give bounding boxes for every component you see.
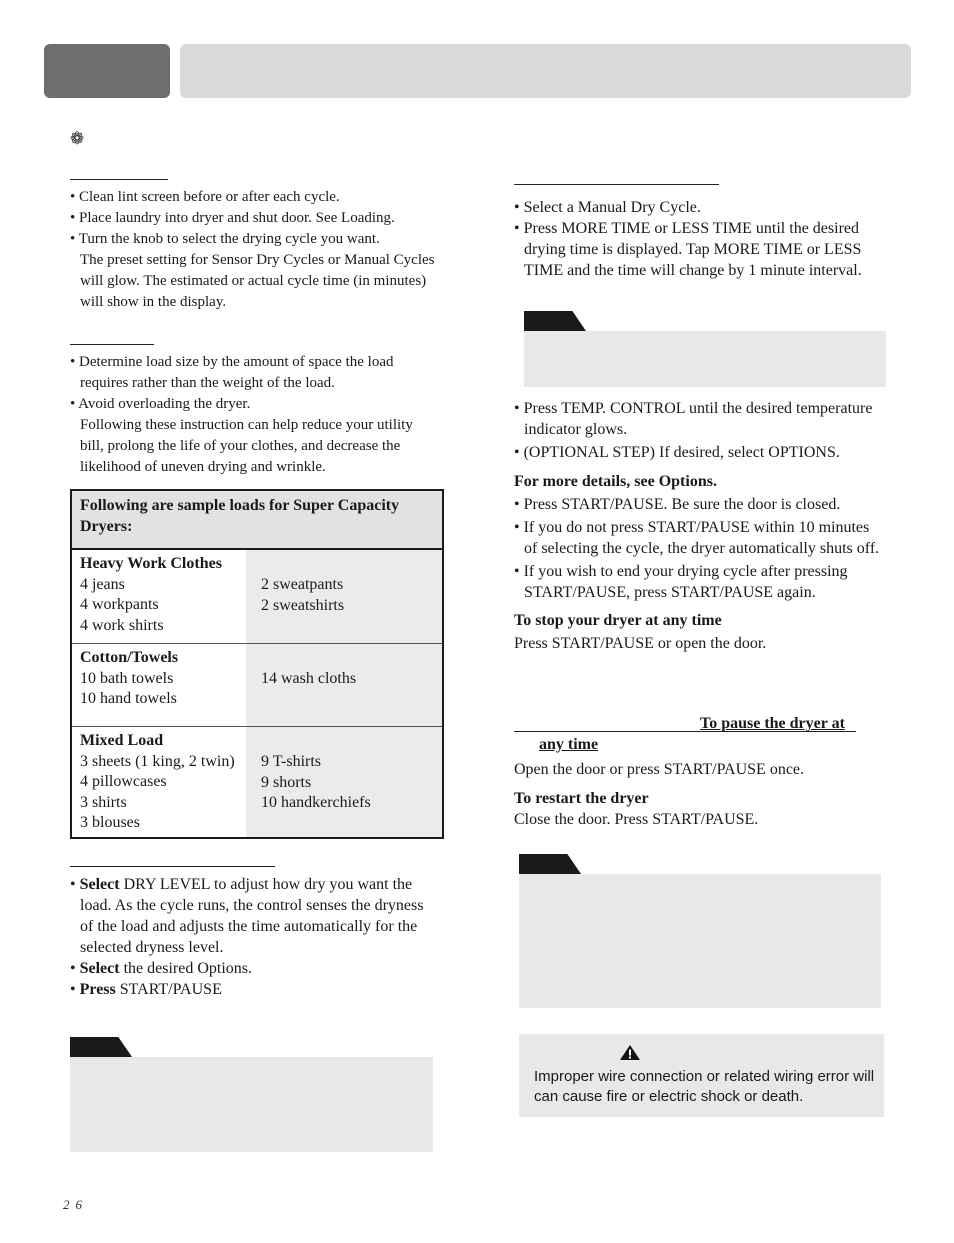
step-turn-knob: • Turn the knob to select the drying cycle you want.	[70, 231, 380, 247]
table-cell-right	[246, 549, 443, 644]
header-title-bar	[180, 44, 911, 98]
row-title: Cotton/Towels	[80, 649, 179, 666]
pause-heading: To pause the dryer at	[700, 715, 845, 732]
step-select-dry-level: • Select DRY LEVEL to adjust how dry you want the load. As the cycle runs, the control senses the dryness of the load and adjusts the time automatically for the selected dryness level.	[70, 876, 424, 956]
note-box	[524, 331, 886, 387]
row-item: 2 sweatshirts	[261, 596, 345, 614]
warning-text: Improper wire connection or related wiring error will can cause fire or electric shock or death.	[534, 1068, 875, 1105]
row-item: 14 wash cloths	[261, 670, 357, 687]
step-turn-knob-detail: The preset setting for Sensor Dry Cycles or Manual Cycles will glow. The estimated or actual cycle time (in minutes) will show in the display.	[80, 252, 435, 310]
operating-steps	[70, 187, 440, 313]
pause-text: Open the door or press START/PAUSE once.	[514, 761, 805, 778]
row-item: 4 workpants	[80, 596, 159, 613]
table-row	[71, 644, 443, 727]
step-press-start-pause: • Press START/PAUSE. Be sure the door is closed.	[514, 496, 841, 513]
row-title: Heavy Work Clothes	[80, 555, 222, 572]
table-row	[71, 549, 443, 644]
note-tab	[70, 1037, 132, 1057]
row-item: 3 sheets (1 king, 2 twin)	[80, 752, 235, 770]
bold-verb: Press	[79, 981, 116, 998]
table-cell-right	[246, 727, 443, 839]
pause-restart	[514, 759, 886, 830]
row-item: 3 shirts	[80, 793, 127, 811]
table-header: Following are sample loads for Super Capacity Dryers:	[71, 490, 443, 549]
restart-text: Close the door. Press START/PAUSE.	[514, 811, 759, 828]
page-number: 26	[63, 1197, 88, 1212]
table-cell-left	[71, 644, 246, 727]
step-select-manual: • Select a Manual Dry Cycle.	[514, 199, 701, 216]
more-details-heading: For more details, see Options.	[514, 473, 717, 490]
row-item: 4 pillowcases	[80, 773, 167, 790]
step-text: DRY LEVEL to adjust how dry you want the load. As the cycle runs, the control senses the dryness of the load and adjusts the time automatically for the selected dryness level.	[80, 876, 424, 956]
note-tab	[519, 854, 581, 874]
manual-dry-steps	[514, 197, 886, 281]
warning-triangle-icon	[620, 1045, 640, 1060]
step-select-options: • Select the desired Options.	[70, 960, 253, 977]
bold-verb: Select	[79, 876, 120, 893]
load-size-tips	[70, 352, 440, 478]
table-cell-right	[246, 644, 443, 727]
table-cell-left	[71, 727, 246, 839]
table-row	[71, 727, 443, 839]
row-item: 9 T-shirts	[261, 753, 322, 770]
step-temp-control: • Press TEMP. CONTROL until the desired temperature indicator glows.	[514, 400, 873, 438]
bold-verb: Select	[79, 960, 120, 977]
note-box	[70, 1057, 433, 1152]
step-optional: • (OPTIONAL STEP) If desired, select OPTIONS.	[514, 444, 840, 461]
start-steps	[514, 471, 886, 654]
restart-heading: To restart the dryer	[514, 790, 649, 807]
row-item: 10 hand towels	[80, 690, 177, 707]
table-cell-left	[71, 549, 246, 644]
row-item: 2 sweatpants	[261, 576, 344, 593]
row-item: 10 bath towels	[80, 669, 174, 687]
row-item: 4 jeans	[80, 575, 125, 593]
step-auto-shutoff: • If you do not press START/PAUSE within 10 minutes of selecting the cycle, the dryer automatically shuts off.	[514, 519, 880, 557]
section-rule	[70, 344, 154, 345]
warning-box	[519, 1034, 884, 1117]
note-box	[519, 874, 881, 1008]
row-item: 3 blouses	[80, 814, 140, 831]
step-text: START/PAUSE	[115, 981, 222, 998]
step-place-laundry: • Place laundry into dryer and shut door. See Loading.	[70, 210, 395, 226]
sample-loads-table	[70, 489, 444, 839]
section-rule	[70, 866, 275, 867]
pause-heading-cont: any time	[539, 736, 599, 753]
stop-heading: To stop your dryer at any time	[514, 612, 722, 629]
temp-steps	[514, 398, 886, 463]
tip-load-size: • Determine load size by the amount of space the load requires rather than the weight of the load.	[70, 354, 394, 391]
tip-avoid-overload-detail: Following these instruction can help reduce your utility bill, prolong the life of your clothes, and decrease the likelihood of uneven drying and wrinkle.	[80, 417, 413, 475]
header-tab-dark	[44, 44, 170, 98]
tip-avoid-overload: • Avoid overloading the dryer.	[70, 396, 251, 412]
row-title: Mixed Load	[80, 732, 164, 749]
step-end-cycle: • If you wish to end your drying cycle after pressing START/PAUSE, press START/PAUSE again.	[514, 563, 848, 601]
gear-star-icon: ❁	[70, 129, 85, 148]
sensor-dry-steps	[70, 874, 432, 1000]
row-item: 4 work shirts	[80, 616, 164, 634]
section-rule	[70, 179, 168, 180]
note-tab	[524, 311, 586, 331]
row-item: 10 handkerchiefs	[261, 794, 371, 811]
row-item: 9 shorts	[261, 773, 312, 791]
step-more-less-time: • Press MORE TIME or LESS TIME until the desired drying time is displayed. Tap MORE TIME or LESS TIME and the time will change by 1 minute interval.	[514, 220, 862, 279]
stop-text: Press START/PAUSE or open the door.	[514, 635, 767, 652]
section-rule	[514, 184, 719, 185]
step-text: the desired Options.	[119, 960, 253, 977]
step-clean-lint: • Clean lint screen before or after each cycle.	[70, 189, 340, 205]
step-press-start: • Press START/PAUSE	[70, 981, 222, 998]
